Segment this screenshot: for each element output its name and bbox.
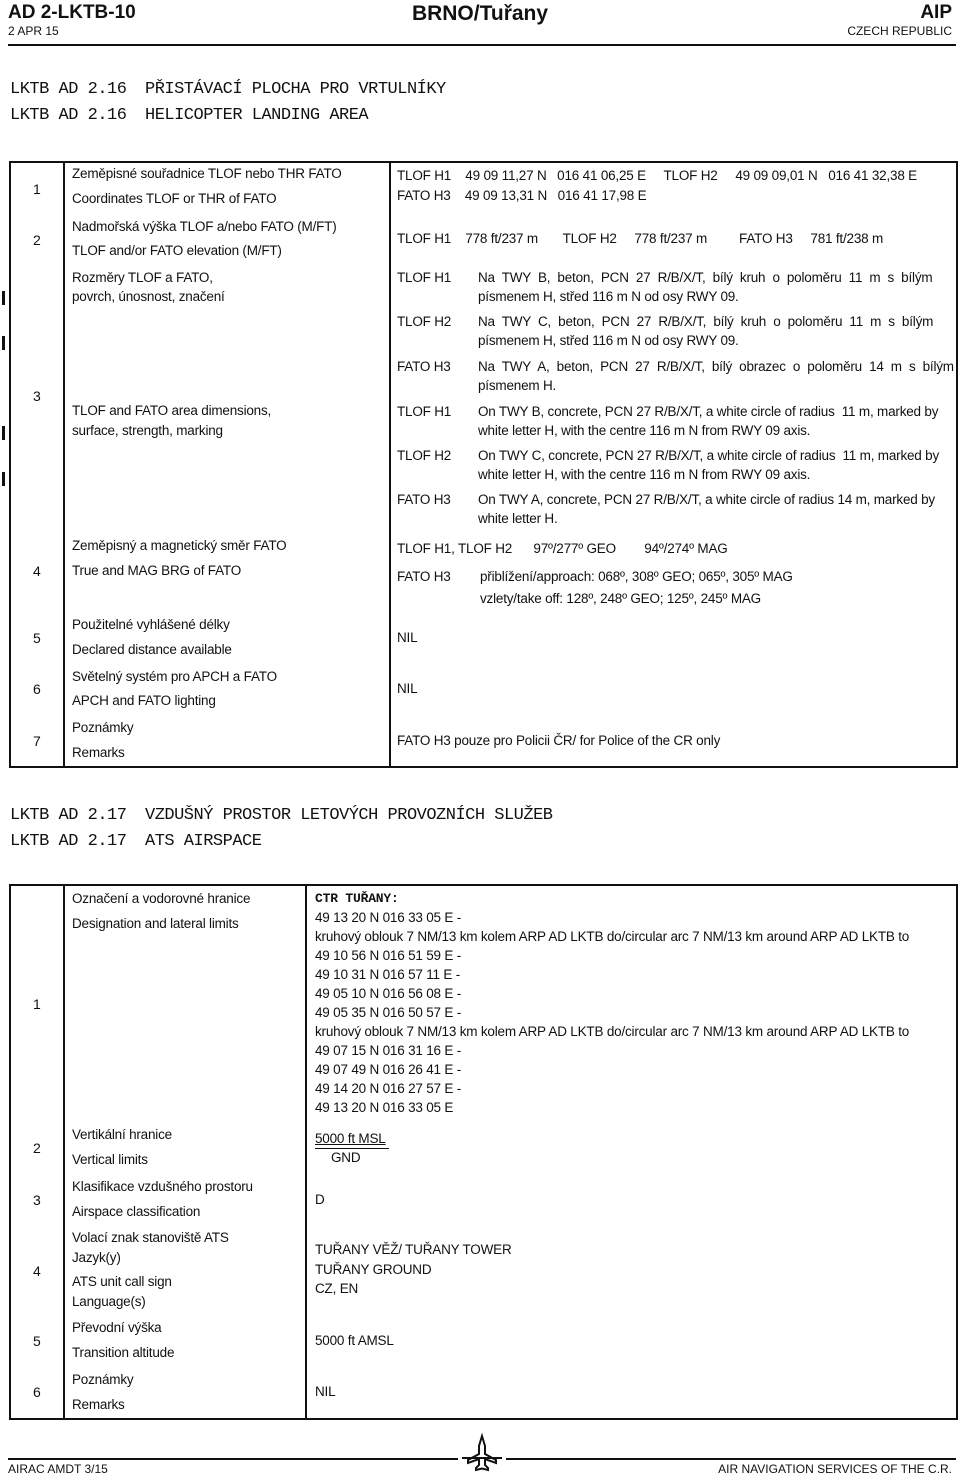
row-label-cz: Vertikální hranice [72, 1127, 172, 1142]
ctr-boundary-line: 49 10 31 N 016 57 11 E - [315, 967, 461, 982]
row-label-en: True and MAG BRG of FATO [72, 563, 242, 578]
area-description: Na TWY A, beton, PCN 27 R/B/X/T, bílý obrazec o poloměru 14 m s bílým [478, 359, 954, 374]
row-label-cz: Poznámky [72, 1372, 134, 1387]
row-label-en: ATS unit call sign [72, 1274, 172, 1289]
row-label-en: APCH and FATO lighting [72, 693, 216, 708]
row-number: 7 [33, 733, 41, 749]
row-label-en: TLOF and/or FATO elevation (M/FT) [72, 243, 282, 258]
lighting-value: NIL [397, 681, 418, 696]
remarks-value: FATO H3 pouze pro Policii ČR/ for Police of the CR only [397, 733, 721, 748]
publication-name: AIP [920, 2, 952, 23]
vertical-upper-limit: 5000 ft MSL [315, 1131, 386, 1146]
publisher-name: AIR NAVIGATION SERVICES OF THE C.R. [718, 1462, 952, 1476]
transition-altitude-value: 5000 ft AMSL [315, 1333, 394, 1348]
area-key: TLOF H1 [397, 404, 452, 419]
amendment-bar [2, 472, 5, 486]
header-rule [8, 44, 956, 46]
row-number: 4 [33, 563, 41, 579]
airspace-class-value: D [315, 1192, 325, 1207]
area-key: TLOF H2 [397, 314, 452, 329]
column-divider [63, 161, 65, 768]
row-label-en: surface, strength, marking [72, 423, 223, 438]
column-divider [63, 884, 65, 1420]
document-id: AD 2-LKTB-10 [8, 2, 136, 23]
row-label-en: Designation and lateral limits [72, 916, 239, 931]
area-description: písmenem H, střed 116 m N od osy RWY 09. [478, 289, 739, 304]
bearing-line: TLOF H1, TLOF H2 97º/277º GEO 94º/274º MAG [397, 541, 728, 556]
row-label-en: Remarks [72, 1397, 125, 1412]
coordinates-line-2: FATO H3 49 09 13,31 N 016 41 17,98 E [397, 188, 647, 203]
row-label-en: Coordinates TLOF or THR of FATO [72, 191, 277, 206]
area-key: FATO H3 [397, 492, 451, 507]
ctr-boundary-line: 49 07 49 N 016 26 41 E - [315, 1062, 462, 1077]
ctr-boundary-line: kruhový oblouk 7 NM/13 km kolem ARP AD LKTB do/circular arc 7 NM/13 km around ARP AD LKTB to [315, 1024, 910, 1039]
row-number: 6 [33, 1384, 41, 1400]
row-number: 6 [33, 681, 41, 697]
remarks-value: NIL [315, 1384, 336, 1399]
section-216-title-cz: LKTB AD 2.16 PŘISTÁVACÍ PLOCHA PRO VRTULNÍKY [10, 80, 446, 99]
declared-distance-value: NIL [397, 630, 418, 645]
row-label-en: Airspace classification [72, 1204, 201, 1219]
row-number: 5 [33, 1333, 41, 1349]
area-key: TLOF H1 [397, 270, 452, 285]
row-number: 5 [33, 630, 41, 646]
ctr-boundary-line: 49 13 20 N 016 33 05 E [315, 1100, 454, 1115]
row-label-cz: Použitelné vyhlášené délky [72, 617, 230, 632]
area-description: písmenem H. [478, 378, 557, 393]
bearing-takeoff: vzlety/take off: 128º, 248º GEO; 125º, 245º MAG [480, 591, 761, 606]
row-label-en: Remarks [72, 745, 125, 760]
amendment-bar [2, 291, 5, 305]
languages-value: CZ, EN [315, 1281, 359, 1296]
row-number: 1 [33, 181, 41, 197]
ats-airspace-table [9, 884, 958, 1420]
row-label-en: Vertical limits [72, 1152, 148, 1167]
call-sign-ground: TUŘANY GROUND [315, 1262, 432, 1277]
row-label-cz: Poznámky [72, 720, 134, 735]
aerodrome-title: BRNO/Tuřany [411, 2, 549, 25]
area-key: TLOF H2 [397, 448, 452, 463]
ctr-boundary-line: kruhový oblouk 7 NM/13 km kolem ARP AD LKTB do/circular arc 7 NM/13 km around ARP AD LKTB to [315, 929, 910, 944]
section-217-title-en: LKTB AD 2.17 ATS AIRSPACE [10, 832, 262, 851]
ctr-boundary-line: 49 14 20 N 016 27 57 E - [315, 1081, 462, 1096]
ctr-boundary-line: 49 13 20 N 016 33 05 E - [315, 910, 462, 925]
amendment-bar [2, 426, 5, 440]
row-label-en: TLOF and FATO area dimensions, [72, 403, 272, 418]
limit-divider [315, 1148, 389, 1149]
row-label-cz: Nadmořská výška TLOF a/nebo FATO (M/FT) [72, 219, 337, 234]
row-number: 2 [33, 232, 41, 248]
row-label-cz: Jazyk(y) [72, 1250, 121, 1265]
row-label-en: Language(s) [72, 1294, 146, 1309]
amendment-number: AIRAC AMDT 3/15 [8, 1462, 108, 1476]
row-label-cz: Zeměpisné souřadnice TLOF nebo THR FATO [72, 166, 342, 181]
footer-rule-left [8, 1458, 458, 1460]
row-number: 4 [33, 1263, 41, 1279]
area-key: FATO H3 [397, 569, 451, 584]
column-divider [389, 161, 391, 768]
ctr-boundary-line: 49 05 35 N 016 50 57 E - [315, 1005, 462, 1020]
ctr-boundary-line: 49 10 56 N 016 51 59 E - [315, 948, 462, 963]
area-description: white letter H, with the centre 116 m N from RWY 09 axis. [478, 467, 811, 482]
row-number: 1 [33, 996, 41, 1012]
column-divider [305, 884, 307, 1420]
row-number: 2 [33, 1140, 41, 1156]
area-description: písmenem H, střed 116 m N od osy RWY 09. [478, 333, 739, 348]
amendment-bar [2, 336, 5, 350]
area-description: Na TWY B, beton, PCN 27 R/B/X/T, bílý kruh o poloměru 11 m s bílým [478, 270, 933, 285]
row-number: 3 [33, 388, 41, 404]
vertical-lower-limit: GND [331, 1150, 361, 1165]
row-label-cz: Klasifikace vzdušného prostoru [72, 1179, 253, 1194]
row-label-cz: Světelný systém pro APCH a FATO [72, 669, 277, 684]
row-label-cz: Rozměry TLOF a FATO, [72, 270, 213, 285]
section-217-title-cz: LKTB AD 2.17 VZDUŠNÝ PROSTOR LETOVÝCH PROVOZNÍCH SLUŽEB [10, 806, 553, 825]
area-description: On TWY C, concrete, PCN 27 R/B/X/T, a white circle of radius 11 m, marked by [478, 448, 940, 463]
area-key: FATO H3 [397, 359, 451, 374]
row-label-cz: povrch, únosnost, značení [72, 289, 225, 304]
row-number: 3 [33, 1192, 41, 1208]
ctr-boundary-line: 49 07 15 N 016 31 16 E - [315, 1043, 462, 1058]
ctr-heading: CTR TUŘANY: [315, 891, 399, 906]
aircraft-logo-icon [462, 1432, 502, 1472]
ctr-boundary-line: 49 05 10 N 016 56 08 E - [315, 986, 462, 1001]
coordinates-line-1: TLOF H1 49 09 11,27 N 016 41 06,25 E TLOF H2 49 09 09,01 N 016 41 32,38 E [397, 168, 917, 183]
elevation-values: TLOF H1 778 ft/237 m TLOF H2 778 ft/237 m FATO H3 781 ft/238 m [397, 231, 884, 246]
document-date: 2 APR 15 [8, 24, 59, 38]
call-sign-tower: TUŘANY VĚŽ/ TUŘANY TOWER [315, 1242, 512, 1257]
area-description: On TWY B, concrete, PCN 27 R/B/X/T, a white circle of radius 11 m, marked by [478, 404, 939, 419]
area-description: Na TWY C, beton, PCN 27 R/B/X/T, bílý kruh o poloměru 11 m s bílým [478, 314, 934, 329]
row-label-cz: Převodní výška [72, 1320, 162, 1335]
section-216-title-en: LKTB AD 2.16 HELICOPTER LANDING AREA [10, 106, 369, 125]
row-label-en: Transition altitude [72, 1345, 175, 1360]
footer-rule-right [506, 1458, 956, 1460]
row-label-en: Declared distance available [72, 642, 232, 657]
row-label-cz: Zeměpisný a magnetický směr FATO [72, 538, 287, 553]
row-label-cz: Volací znak stanoviště ATS [72, 1230, 229, 1245]
area-description: white letter H. [478, 511, 558, 526]
area-description: white letter H, with the centre 116 m N from RWY 09 axis. [478, 423, 811, 438]
bearing-approach: přiblížení/approach: 068º, 308º GEO; 065º, 305º MAG [480, 569, 793, 584]
row-label-cz: Označení a vodorovné hranice [72, 891, 251, 906]
area-description: On TWY A, concrete, PCN 27 R/B/X/T, a white circle of radius 14 m, marked by [478, 492, 935, 507]
country-name: CZECH REPUBLIC [847, 24, 952, 38]
